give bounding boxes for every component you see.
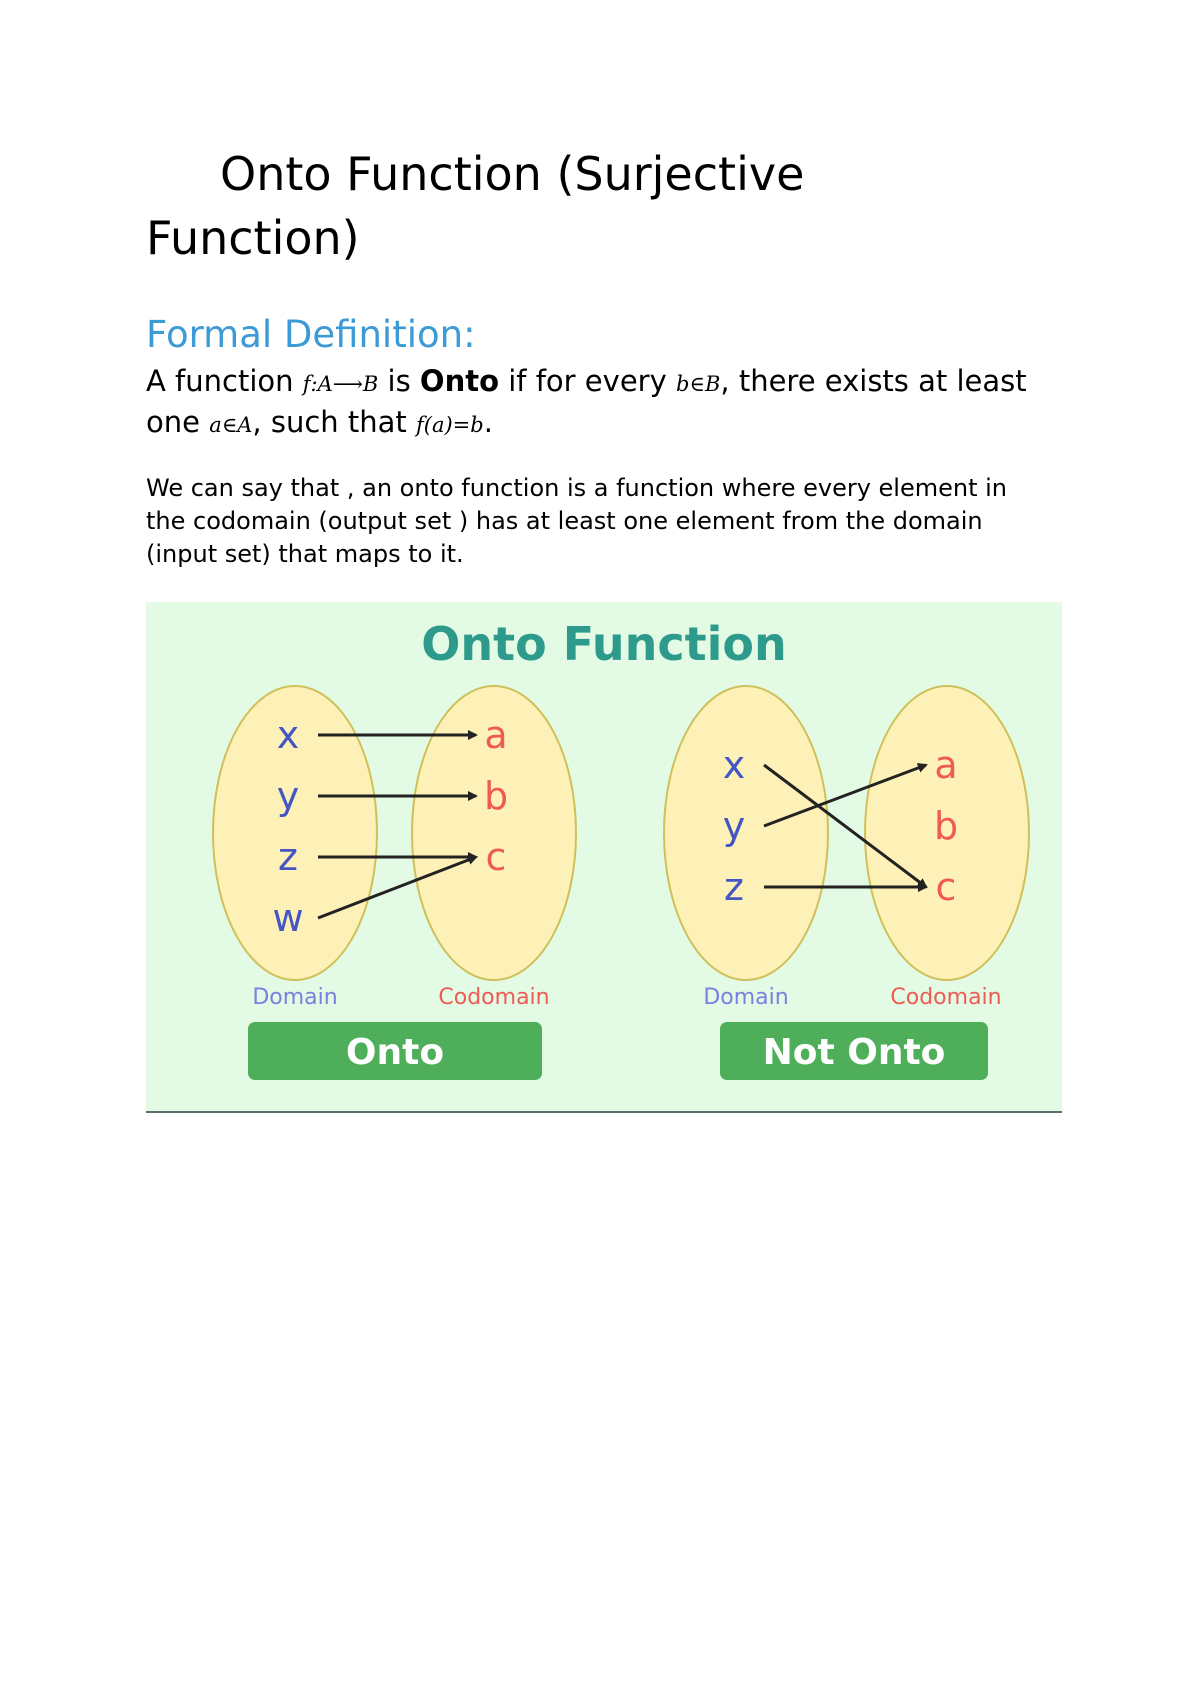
title-line-1: Onto Function (Surjective [220,147,805,201]
onto-domain-label: Domain [252,985,338,1010]
noto-domain-element: y [722,804,746,848]
def-a-function: A function [146,364,303,398]
onto-codomain-label: Codomain [438,985,550,1010]
math-b-in-B: b∈B [675,372,721,396]
onto-codomain-element: a [484,713,508,757]
onto-domain-element: x [276,713,300,757]
onto-function-figure [146,602,1062,1113]
onto-bold: Onto [419,364,500,398]
onto-codomain-element: b [483,774,509,818]
noto-codomain-element: a [934,743,958,787]
def-period: . [483,405,493,439]
formal-definition-heading: Formal Definition: [146,313,476,356]
not-onto-button-label: Not Onto [762,1032,946,1073]
noto-domain-element: x [722,743,746,787]
def-for-every: if for every [499,364,676,398]
not-onto-domain-label: Domain [703,985,789,1010]
math-f-map: f:A⟶B [302,372,379,396]
noto-codomain-element: b [933,804,959,848]
onto-codomain-element: c [485,835,507,879]
not-onto-domain-ellipse [664,686,828,980]
noto-domain-element: z [724,865,744,909]
title-line-2: Function) [146,211,360,265]
page-title [146,142,1046,270]
onto-function-diagram [146,602,1062,1113]
not-onto-codomain-label: Codomain [890,985,1002,1010]
def-there-exists: , there exists at least one [146,364,1027,439]
noto-codomain-element: c [935,865,957,909]
onto-domain-element: z [278,835,298,879]
figure-title: Onto Function [421,617,787,671]
def-is: is [378,364,420,398]
onto-domain-element: w [272,896,304,940]
definition-text [146,362,1086,444]
math-fa-eq-b: f(a)=b [416,413,484,437]
explanation-paragraph: We can say that , an onto function is a function where every element in the codomain (output set ) has at least one element from the domain (input set) that maps to it. [146,474,1008,568]
math-a-in-A: a∈A [209,413,253,437]
def-such-that: , such that [252,405,416,439]
onto-domain-element: y [276,774,300,818]
onto-button-label: Onto [345,1032,445,1073]
